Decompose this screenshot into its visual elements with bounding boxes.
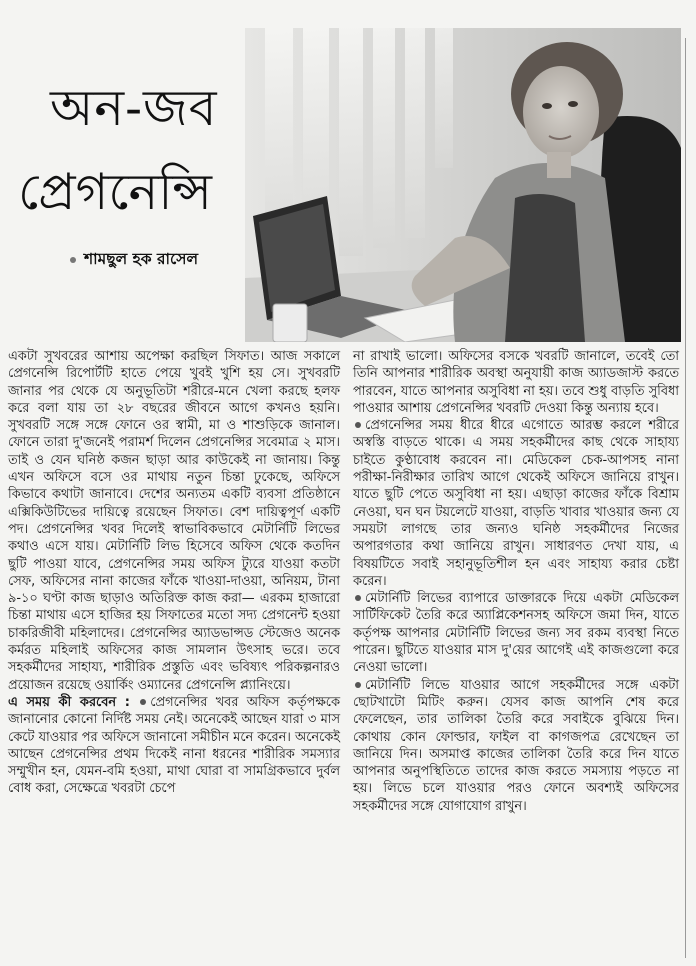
article-column-right <box>353 348 679 815</box>
right-paragraph-1: না রাখাই ভালো। অফিসের বসকে খবরটি জানালে, তবেই তো তিনি আপনার শারীরিক অবস্থা অনুযায়ী কাজ অ্যাডজাস্ট করতে পারবেন, যাতে আপনার অসুবিধা না হয়। তবে শুধু বাড়তি সুবিধা পাওয়ার আশায় প্রেগনেন্সির খবরটি দেওয়া কিন্তু অন্যায় হবে। <box>353 349 679 416</box>
photo-illustration <box>245 28 681 342</box>
article-column-left <box>8 348 340 798</box>
byline <box>70 247 198 273</box>
column-divider-rule <box>685 38 686 958</box>
subhead-paragraph <box>8 694 340 798</box>
right-paragraph-4 <box>353 677 679 815</box>
author-name: শামছুল হক রাসেল <box>84 250 199 268</box>
headline-line-2: প্রেগনেন্সি <box>18 163 212 221</box>
right-paragraph-4-text: মেটার্নিটি লিভে যাওয়ার আগে সহকর্মীদের সঙ্গে একটা ছোটখাটো মিটিং করুন। যেসব কাজ আপনি শেষ করে ফেলেছেন, তার তালিকা তৈরি করে সবাইকে বুঝিয়ে দিন। কোথায় কোন ফোল্ডার, ফাইল বা কাগজপত্র রেখেছেন তা জানিয়ে দিন। অসমাপ্ত কাজের তালিকা তৈরি করে দিন যাতে আপনার অনুপস্থিতিতে তাদের কাজ করতে সমস্যায় পড়তে না হয়। লিভে চলে যাওয়ার পরও ফোনে অবশ্যই অফিসের সহকর্মীদের সঙ্গে যোগাযোগ রাখুন। <box>353 677 679 814</box>
article-photo <box>245 28 681 342</box>
bullet-icon <box>140 699 146 705</box>
subhead-title: এ সময় কী করবেন : <box>8 694 130 710</box>
right-paragraph-3 <box>353 590 679 676</box>
subhead-text: প্রেগনেন্সির খবর অফিস কর্তৃপক্ষকে জানানোর কোনো নির্দিষ্ট সময় নেই। অনেকেই আছেন যারা ৩ মাস কেটে যাওয়ার পর অফিসে জানানো সমীচীন মনে করেন। অনেকেই আছেন প্রেগনেন্সির প্রথম দিকেই নানা ধরনের শারীরিক সমস্যার সম্মুখীন হন, যেমন-বমি হওয়া, মাথা ঘোরা বা সামগ্রিকভাবে দুর্বল বোধ করা, সেক্ষেত্রে খবরটা চেপে <box>8 694 340 797</box>
headline-block <box>0 0 245 345</box>
right-paragraph-2-text: প্রেগনেন্সির সময় ধীরে ধীরে এগোতে আরম্ভ করলে শরীরে অস্বস্তি বাড়তে থাকে। এ সময় সহকর্মীদের কাছ থেকে সাহায্য চাইতে কুণ্ঠাবোধ করবেন না। মেডিকেল চেক-আপসহ নানা পরীক্ষা-নিরীক্ষার তারিখ আগে থেকেই অফিসে জানিয়ে রাখুন। যাতে ছুটি পেতে অসুবিধা না হয়। এছাড়া কাজের ফাঁকে বিশ্রাম নেওয়া, ঘন ঘন টয়লেটে যাওয়া, বাড়তি খাবার খাওয়ার জন্য যে সময়টা লাগছে তার জন্যও ঘনিষ্ঠ সহকর্মীদের নিজের অপারগতার কথা জানিয়ে রাখুন। সাধারণত দেখা যায়, এ বিষয়টিতে সবাই সহানুভূতিশীল হন এবং সাহায্য করার চেষ্টা করেন। <box>353 418 679 589</box>
right-paragraph-3-text: মেটার্নিটি লিভের ব্যাপারে ডাক্তারকে দিয়ে একটা মেডিকেল সার্টিফিকেট তৈরি করে অ্যাপ্লিকেশনসহ অফিসে জমা দিন, যাতে কর্তৃপক্ষ আপনার মেটার্নিটি লিভের জন্য সব রকম ব্যবস্থা নিতে পারেন। ছুটিতে যাওয়ার মাস দু'য়ের আগেই এই কাজগুলো করে নেওয়া ভালো। <box>353 591 679 676</box>
intro-paragraph: একটা সুখবরের আশায় অপেক্ষা করছিল সিফাত। আজ সকালে প্রেগনেন্সি রিপোর্টটি হাতে পেয়ে খুবই খুশি হয় সে। সুখবরটি জানার পর থেকে যে অনুভূতিটা শরীরে-মনে খেলা করছে হলফ করে বলা যায় তা ২৮ বছরের জীবনে আগে কখনও হয়নি। সুখবরটি সঙ্গে সঙ্গে ফোনে ওর স্বামী, মা ও শাশুড়িকে জানাল। ফোনে তারা দু'জনেই পরামর্শ দিলেন প্রেগনেন্সির সবেমাত্র ২ মাস। তাই ও যেন ঘনিষ্ঠ কজন ছাড়া আর কাউকেই না জানায়। কিন্তু এখন অফিসে বসে ওর মাথায় নতুন চিন্তা ঢুকেছে, অফিসে কিভাবে কথাটা জানাবে। দেশের অন্যতম একটি ব্যবসা প্রতিষ্ঠানে এক্সিকিউটিভের দায়িত্বে রয়েছেন সিফাত। বেশ দায়িত্বপূর্ণ একটি পদ। প্রেগনেন্সির খবর দিলেই স্বাভাবিকভাবে মেটার্নিটি লিভের কথাও এসে যায়। মেটার্নিটি লিভ হিসেবে অফিস থেকে কতদিন ছুটি পাওয়া যাবে, প্রেগনেন্সির সময় অফিস ট্যুরে যাওয়া কতটা সেফ, অফিসের নানা কাজের ফাঁকে খাওয়া-দাওয়া, অনিয়ম, টানা ৯-১০ ঘণ্টা কাজ ছাড়াও অতিরিক্ত কাজ করা— এরকম হাজারো চিন্তা মাথায় এসে হাজির হয় সিফাতের মতো সদ্য প্রেগনেন্ট হওয়া চাকরিজীবী মহিলাদের। প্রেগনেন্সির অ্যাডভান্সড স্টেজেও অনেক কর্মরত মহিলাই অফিসের কাজ সামলান উৎসাহ ভরে। তবে সহকর্মীদের সাহায্য, শারীরিক প্রস্তুতি এবং ভবিষ্যৎ পরিকল্পনারও প্রয়োজন রয়েছে ওয়ার্কিং ওম্যানের প্রেগনেন্সি প্ল্যানিংয়ে। <box>8 349 340 693</box>
byline-bullet-icon <box>70 257 76 263</box>
bullet-icon <box>355 682 361 688</box>
bullet-icon <box>355 595 361 601</box>
bullet-icon <box>355 422 361 428</box>
headline-line-1: অন-জব <box>50 79 218 137</box>
right-paragraph-2 <box>353 417 679 590</box>
